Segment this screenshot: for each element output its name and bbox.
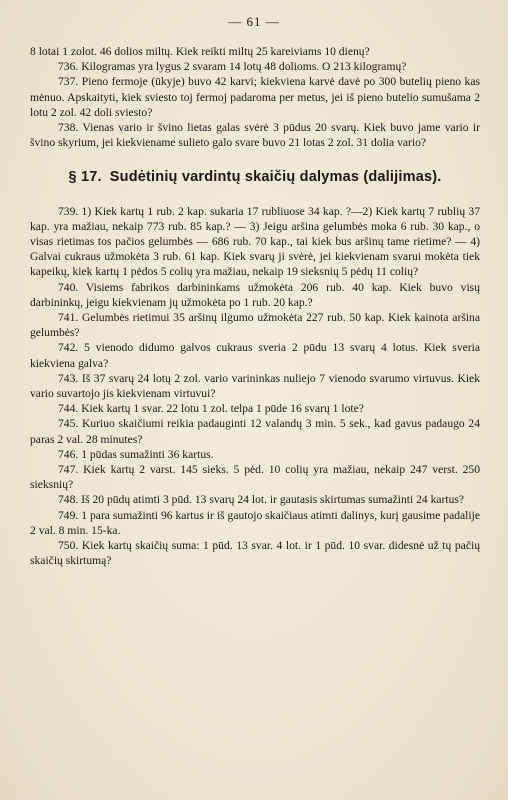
section-heading bbox=[30, 170, 480, 185]
paragraph: 747. Kiek kartų 2 varst. 145 sieks. 5 pėd. 10 colių yra mažiau, nekaip 247 verst. 250 sieksnių? bbox=[30, 463, 480, 492]
paragraph: 746. 1 pūdas sumažinti 36 kartus. bbox=[58, 447, 214, 461]
paragraph: 750. Kiek kartų skaičių suma: 1 pūd. 13 svar. 4 lot. ir 1 pūd. 10 svar. didesnė už tų pačių skaičių skirtumą? bbox=[30, 539, 480, 568]
paragraph: 745. Kuriuo skaičiumi reikia padauginti 12 valandų 3 min. 5 sek., kad gavus padaugo 24 paras 2 val. 28 minutes? bbox=[30, 417, 480, 446]
paragraph: 742. 5 vienodo didumo galvos cukraus sveria 2 pūdu 13 svarų 4 lotus. Kiek sveria kiekviena galva? bbox=[30, 341, 480, 370]
paragraph: 741. Gelumbės rietimui 35 aršinų ilgumo užmokėta 227 rub. 50 kap. Kiek kainota aršina gelumbės? bbox=[30, 311, 480, 340]
paragraph: 749. 1 para sumažinti 96 kartus ir iš gautojo skaičiaus atimti dalinys, kurį gausime padalije 2 val. 8 min. 15-ka. bbox=[30, 508, 480, 537]
paragraph: 737. Pieno fermoje (ūkyje) buvo 42 karvi; kiekviena karvė davė po 300 butelių pieno kas mėnuo. Apskaityti, kiek sviesto toj fermoj padaroma per metus, jei iš pieno butelio sumušama 2 lotu 2 zol. 42 doli sviesto? bbox=[30, 75, 480, 119]
page-body bbox=[30, 44, 480, 569]
paragraph: 744. Kiek kartų 1 svar. 22 lotu 1 zol. telpa 1 pūde 16 svarų 1 lote? bbox=[58, 402, 364, 416]
problems-bottom bbox=[30, 204, 480, 569]
section-number: § 17. bbox=[68, 169, 102, 186]
paragraph: 743. Iš 37 svarų 24 lotų 2 zol. vario varininkas nuliejo 7 vienodo svarumo virtuvus. Kiek vario suvartojo jis kiekvienam virtuvui? bbox=[30, 371, 480, 401]
page-number: — 61 — bbox=[228, 14, 280, 29]
paragraph: 8 lotai 1 zolot. 46 dolios miltų. Kiek reikti miltų 25 kareiviams 10 dienų? bbox=[30, 45, 370, 58]
paragraph: 738. Vienas vario ir švino lietas galas svėrė 3 pūdus 20 svarų. Kiek buvo jame vario ir švino skyrium, jei kiekviename sulieto galo svare buvo 21 lotas 2 zol. 31 dolia vario? bbox=[30, 121, 480, 150]
paragraph: 739. 1) Kiek kartų 1 rub. 2 kap. sukaria 17 rubliuose 34 kap. ?—2) Kiek kartų 7 rublių 37 kap. yra mažiau, nekaip 773 rub. 85 kap.? — 3) Jeigu aršina gelumbės moka 6 rub. 30 kap., o visas rietimas tos pačios gelumbės — 686 rub. 70 kap., tai kiek bus aršinų tame rietime? — 4) Galvai cukraus užmokėta 3 rub. 61 kap. Kiek svarų ji svėrė, jei kiekvienam svarui mokėta tiek kapeikų, kiek kartų 1 pėdos 5 colių yra mažiau, nekaip 19 sieksnių 5 pėdų 11 colių? bbox=[30, 204, 480, 279]
problems-top bbox=[30, 44, 480, 150]
section-title: Sudėtinių vardintų skaičių dalymas (dalijimas). bbox=[109, 169, 442, 186]
paragraph: 736. Kilogramas yra lygus 2 svaram 14 lotų 48 dolioms. O 213 kilogramų? bbox=[58, 60, 407, 74]
paragraph: 740. Visiems fabrikos darbininkams užmokėta 206 rub. 40 kap. Kiek buvo visų darbininkų, jeigu kiekvienam jų užmokėta po 1 rub. 20 kap.? bbox=[30, 280, 480, 309]
paragraph: 748. Iš 20 pūdų atimti 3 pūd. 13 svarų 24 lot. ir gautasis skirtumas sumažinti 24 kartus? bbox=[58, 493, 465, 507]
